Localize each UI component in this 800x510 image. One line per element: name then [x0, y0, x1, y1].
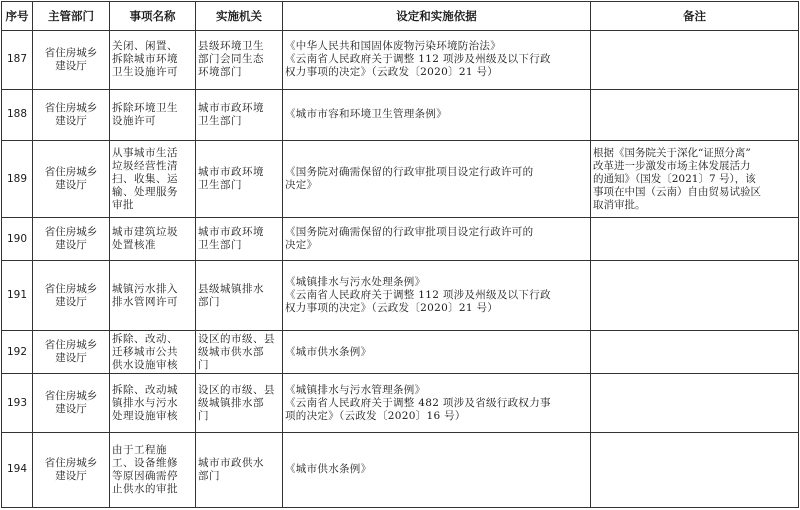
agency-cell	[196, 89, 283, 140]
item-name-cell	[110, 140, 196, 217]
remarks-cell-line: 根据《国务院关于深化“证照分离”	[593, 146, 751, 159]
item-name-cell-line: 拆除城市环境	[112, 53, 178, 66]
department-cell-line: 省住房城乡	[44, 282, 98, 295]
item-name-cell-line: 扫、收集、运	[112, 172, 178, 185]
agency-cell-line: 卫生部门	[198, 239, 242, 252]
remarks-cell-line: 的通知》（国发〔2021〕7 号），该	[593, 172, 756, 185]
basis-cell-line: 决定》	[285, 179, 318, 192]
table-row	[2, 31, 799, 90]
item-name-cell	[110, 89, 196, 140]
department-cell	[33, 140, 110, 217]
department-cell	[33, 31, 110, 90]
item-name-cell-line: 供水设施审核	[112, 358, 178, 371]
row-number: 194	[2, 432, 33, 507]
table-row	[2, 331, 799, 374]
item-name-cell-line: 由于工程施	[112, 443, 167, 456]
basis-cell-line: 权力事项的决定》（云政发〔2020〕21 号）	[285, 66, 499, 79]
agency-cell-line: 设区的市级、县	[198, 383, 275, 396]
item-name-cell-line: 设施许可	[112, 114, 156, 127]
item-name-cell-line: 拆除、改动、	[112, 332, 178, 345]
header-basis: 设定和实施依据	[283, 2, 591, 31]
remarks-cell	[591, 261, 799, 331]
department-cell-line: 建设厅	[55, 179, 87, 192]
remarks-cell-line: 改革进一步激发市场主体发展活力	[593, 159, 751, 172]
remarks-cell-line: 事项在中国（云南）自由贸易试验区	[593, 185, 761, 198]
row-number: 190	[2, 218, 33, 261]
remarks-cell	[591, 432, 799, 507]
agency-cell-line: 部门	[198, 295, 220, 308]
basis-cell-line: 《云南省人民政府关于调整 112 项涉及州级及以下行政	[285, 53, 551, 66]
department-cell	[33, 89, 110, 140]
department-cell-line: 省住房城乡	[44, 226, 98, 239]
basis-cell-line: 《中华人民共和国固体废物污染环境防治法》	[285, 40, 501, 53]
department-cell-line: 省住房城乡	[44, 46, 98, 59]
item-name-cell-line: 排水管网许可	[112, 295, 178, 308]
row-number: 193	[2, 374, 33, 433]
basis-cell-line: 《城市供水条例》	[285, 345, 372, 358]
basis-cell	[283, 31, 591, 90]
header-index: 序号	[2, 2, 33, 31]
basis-cell	[283, 89, 591, 140]
remarks-cell	[591, 89, 799, 140]
table-row	[2, 374, 799, 433]
item-name-cell-line: 拆除环境卫生	[112, 101, 178, 114]
department-cell	[33, 374, 110, 433]
agency-cell-line: 门	[198, 358, 209, 371]
header-department: 主管部门	[33, 2, 110, 31]
agency-cell-line: 县级环境卫生	[198, 40, 264, 53]
header-remarks: 备注	[591, 2, 799, 31]
remarks-cell-line: 取消审批。	[593, 198, 646, 211]
table-body	[2, 31, 799, 508]
department-cell	[33, 218, 110, 261]
department-cell-line: 建设厅	[55, 403, 87, 416]
remarks-cell	[591, 31, 799, 90]
header-item-name: 事项名称	[110, 2, 196, 31]
item-name-cell-line: 关闭、闲置、	[112, 40, 178, 53]
agency-cell-line: 城市市政环境	[198, 101, 264, 114]
table-row	[2, 140, 799, 217]
basis-cell-line: 权力事项的决定》（云政发〔2020〕21 号）	[285, 302, 499, 315]
basis-cell-line: 《云南省人民政府关于调整 482 项涉及省级行政权力事	[285, 396, 551, 409]
header-agency: 实施机关	[196, 2, 283, 31]
basis-cell-line: 《城市供水条例》	[285, 463, 372, 476]
agency-cell-line: 部门会同生态	[198, 53, 264, 66]
department-cell-line: 建设厅	[55, 114, 87, 127]
row-number: 192	[2, 331, 33, 374]
department-cell-line: 建设厅	[55, 352, 87, 365]
item-name-cell	[110, 331, 196, 374]
item-name-cell-line: 止供水的审批	[112, 482, 178, 495]
item-name-cell-line: 输、处理服务	[112, 185, 178, 198]
basis-cell-line: 《城镇排水与污水管理条例》	[285, 383, 426, 396]
basis-cell-line: 《城镇排水与污水处理条例》	[285, 276, 426, 289]
remarks-cell	[591, 374, 799, 433]
agency-cell	[196, 140, 283, 217]
basis-cell	[283, 218, 591, 261]
agency-cell	[196, 261, 283, 331]
department-cell-line: 建设厅	[55, 469, 87, 482]
item-name-cell-line: 城镇污水排入	[112, 282, 178, 295]
basis-cell-line: 《云南省人民政府关于调整 112 项涉及州级及以下行政	[285, 289, 551, 302]
basis-cell-line: 决定》	[285, 239, 318, 252]
basis-cell	[283, 432, 591, 507]
item-name-cell	[110, 261, 196, 331]
remarks-cell	[591, 140, 799, 217]
agency-cell-line: 卫生部门	[198, 114, 242, 127]
department-cell-line: 省住房城乡	[44, 339, 98, 352]
department-cell-line: 省住房城乡	[44, 390, 98, 403]
table-row	[2, 432, 799, 507]
row-number: 187	[2, 31, 33, 90]
agency-cell-line: 城市市政环境	[198, 226, 264, 239]
remarks-cell	[591, 331, 799, 374]
item-name-cell-line: 工、设备维修	[112, 456, 178, 469]
agency-cell	[196, 374, 283, 433]
item-name-cell-line: 处理设施审核	[112, 409, 178, 422]
approval-items-table	[1, 1, 799, 508]
table-row	[2, 89, 799, 140]
agency-cell-line: 部门	[198, 469, 220, 482]
table-row	[2, 218, 799, 261]
row-number: 191	[2, 261, 33, 331]
agency-cell-line: 设区的市级、县	[198, 332, 275, 345]
item-name-cell-line: 卫生设施许可	[112, 66, 178, 79]
item-name-cell	[110, 31, 196, 90]
row-number: 189	[2, 140, 33, 217]
item-name-cell-line: 审批	[112, 198, 134, 211]
department-cell-line: 建设厅	[55, 239, 87, 252]
agency-cell-line: 环境部门	[198, 66, 242, 79]
basis-cell-line: 《国务院对确需保留的行政审批项目设定行政许可的	[285, 226, 534, 239]
item-name-cell-line: 从事城市生活	[112, 146, 178, 159]
basis-cell	[283, 331, 591, 374]
department-cell-line: 建设厅	[55, 59, 87, 72]
department-cell	[33, 331, 110, 374]
item-name-cell-line: 处置核准	[112, 239, 156, 252]
department-cell	[33, 432, 110, 507]
agency-cell-line: 门	[198, 409, 209, 422]
basis-cell	[283, 374, 591, 433]
item-name-cell-line: 城市建筑垃圾	[112, 226, 178, 239]
header-row	[2, 2, 799, 31]
item-name-cell-line: 迁移城市公共	[112, 345, 178, 358]
agency-cell-line: 卫生部门	[198, 179, 242, 192]
agency-cell-line: 级城市供水部	[198, 345, 264, 358]
agency-cell-line: 城市市政环境	[198, 166, 264, 179]
department-cell-line: 省住房城乡	[44, 166, 98, 179]
item-name-cell-line: 镇排水与污水	[112, 396, 178, 409]
remarks-cell	[591, 218, 799, 261]
row-number: 188	[2, 89, 33, 140]
department-cell-line: 建设厅	[55, 295, 87, 308]
agency-cell	[196, 331, 283, 374]
agency-cell-line: 县级城镇排水	[198, 282, 264, 295]
item-name-cell	[110, 432, 196, 507]
item-name-cell-line: 等原因确需停	[112, 469, 178, 482]
department-cell	[33, 261, 110, 331]
item-name-cell-line: 垃圾经营性清	[112, 159, 178, 172]
agency-cell	[196, 218, 283, 261]
agency-cell-line: 城市市政供水	[198, 456, 264, 469]
agency-cell	[196, 31, 283, 90]
table-row	[2, 261, 799, 331]
basis-cell	[283, 140, 591, 217]
item-name-cell	[110, 374, 196, 433]
department-cell-line: 省住房城乡	[44, 456, 98, 469]
basis-cell-line: 《国务院对确需保留的行政审批项目设定行政许可的	[285, 166, 534, 179]
agency-cell-line: 级城镇排水部	[198, 396, 264, 409]
department-cell-line: 省住房城乡	[44, 101, 98, 114]
item-name-cell-line: 拆除、改动城	[112, 383, 178, 396]
item-name-cell	[110, 218, 196, 261]
basis-cell-line: 项的决定》（云政发〔2020〕16 号）	[285, 409, 466, 422]
basis-cell	[283, 261, 591, 331]
agency-cell	[196, 432, 283, 507]
basis-cell-line: 《城市市容和环境卫生管理条例》	[285, 108, 447, 121]
